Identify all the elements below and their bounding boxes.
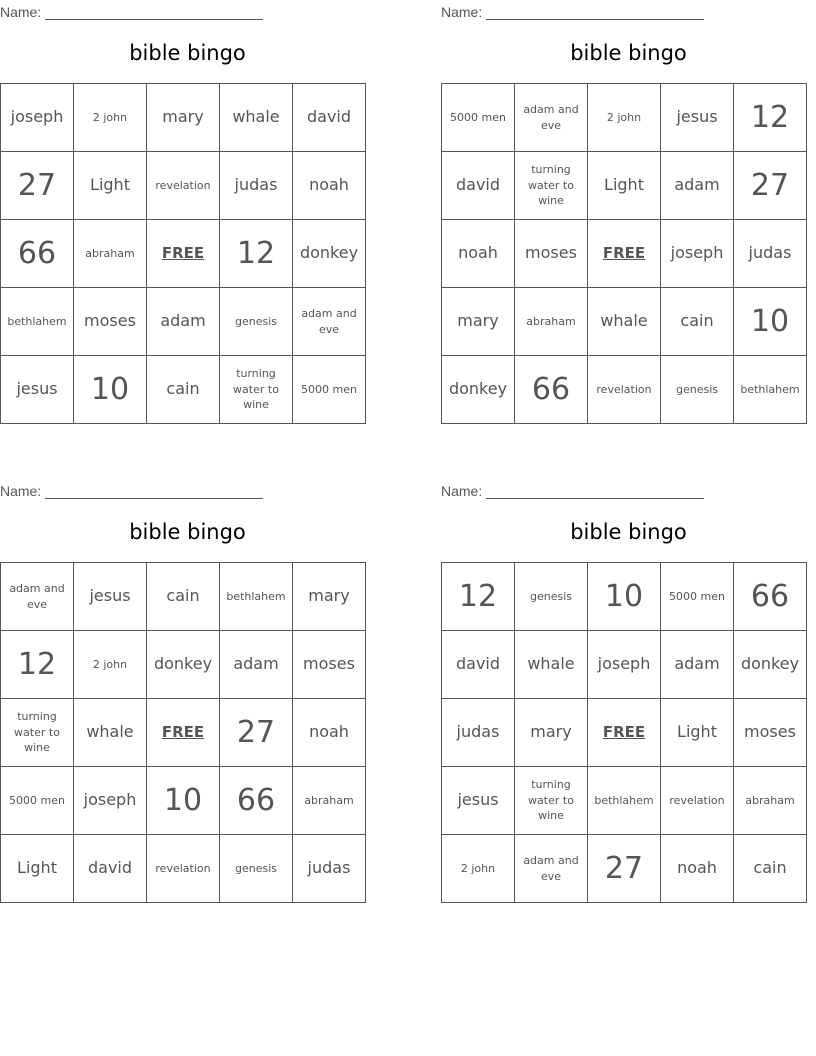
bingo-cell: turning water to wine [220, 356, 293, 424]
bingo-cell: moses [293, 631, 366, 699]
bingo-cell: 10 [588, 563, 661, 631]
bingo-cell: genesis [515, 563, 588, 631]
bingo-grid [441, 562, 807, 903]
bingo-cell: abraham [734, 767, 807, 835]
bingo-cell: jesus [442, 767, 515, 835]
bingo-cell: bethlahem [588, 767, 661, 835]
bingo-row [1, 767, 366, 835]
bingo-cell: 27 [734, 152, 807, 220]
bingo-cell: 27 [588, 835, 661, 903]
bingo-cell: revelation [147, 835, 220, 903]
bingo-cell: noah [661, 835, 734, 903]
bingo-cell: turning water to wine [515, 152, 588, 220]
bingo-cell: adam and eve [293, 288, 366, 356]
bingo-cell: Light [588, 152, 661, 220]
bingo-row [442, 152, 807, 220]
bingo-cell: whale [515, 631, 588, 699]
bingo-cell: 10 [734, 288, 807, 356]
bingo-cell: donkey [734, 631, 807, 699]
bingo-cell: 5000 men [661, 563, 734, 631]
bingo-cell: noah [293, 699, 366, 767]
bingo-cell: 2 john [442, 835, 515, 903]
bingo-row [1, 220, 366, 288]
bingo-cell: abraham [293, 767, 366, 835]
bingo-row [442, 220, 807, 288]
bingo-row [1, 288, 366, 356]
bingo-cell: Light [661, 699, 734, 767]
bingo-row [442, 288, 807, 356]
name-label: Name: [441, 4, 483, 20]
bingo-cell: moses [74, 288, 147, 356]
card-title: bible bingo [129, 41, 246, 65]
bingo-cell: bethlahem [1, 288, 74, 356]
bingo-cell: 27 [1, 152, 74, 220]
bingo-cell: joseph [588, 631, 661, 699]
bingo-cell: mary [293, 563, 366, 631]
name-field [0, 481, 263, 499]
bingo-row [1, 699, 366, 767]
bingo-cell: 2 john [588, 84, 661, 152]
bingo-cell: 66 [515, 356, 588, 424]
bingo-cell: adam [147, 288, 220, 356]
bingo-grid [0, 83, 366, 424]
bingo-cell: cain [661, 288, 734, 356]
name-field [441, 2, 704, 20]
bingo-cell: turning water to wine [515, 767, 588, 835]
bingo-cell: 5000 men [1, 767, 74, 835]
bingo-cell: Light [1, 835, 74, 903]
bingo-card [441, 479, 816, 919]
bingo-cell: whale [220, 84, 293, 152]
bingo-row [442, 563, 807, 631]
bingo-cell: revelation [588, 356, 661, 424]
bingo-cell: whale [74, 699, 147, 767]
bingo-cell: judas [293, 835, 366, 903]
bingo-cell: joseph [1, 84, 74, 152]
bingo-cell: adam [220, 631, 293, 699]
bingo-cell: 2 john [74, 84, 147, 152]
bingo-cell: bethlahem [220, 563, 293, 631]
name-label: Name: [441, 483, 483, 499]
bingo-cell: judas [220, 152, 293, 220]
bingo-row [1, 152, 366, 220]
bingo-row [1, 84, 366, 152]
bingo-cell: 12 [442, 563, 515, 631]
bingo-cell: Light [74, 152, 147, 220]
bingo-row [442, 699, 807, 767]
bingo-row [442, 835, 807, 903]
bingo-cell: joseph [74, 767, 147, 835]
bingo-cell: whale [588, 288, 661, 356]
bingo-cell: david [442, 152, 515, 220]
bingo-cell: mary [515, 699, 588, 767]
bingo-cell: adam [661, 631, 734, 699]
bingo-grid [0, 562, 366, 903]
card-title: bible bingo [570, 520, 687, 544]
bingo-row [1, 631, 366, 699]
bingo-cell: donkey [442, 356, 515, 424]
bingo-cell: turning water to wine [1, 699, 74, 767]
bingo-cell: genesis [661, 356, 734, 424]
bingo-cell: judas [734, 220, 807, 288]
bingo-cell: 2 john [74, 631, 147, 699]
bingo-cell: jesus [661, 84, 734, 152]
bingo-cell: revelation [661, 767, 734, 835]
bingo-cell: jesus [74, 563, 147, 631]
bingo-cell: noah [442, 220, 515, 288]
bingo-cell: david [74, 835, 147, 903]
bingo-row [1, 356, 366, 424]
bingo-row [1, 563, 366, 631]
bingo-cell: mary [442, 288, 515, 356]
bingo-cell: donkey [147, 631, 220, 699]
bingo-cell: adam and eve [515, 835, 588, 903]
bingo-cell: mary [147, 84, 220, 152]
bingo-cell: 5000 men [442, 84, 515, 152]
bingo-cell: abraham [515, 288, 588, 356]
bingo-cell: 66 [220, 767, 293, 835]
bingo-grid [441, 83, 807, 424]
name-field [0, 2, 263, 20]
name-label: Name: [0, 4, 42, 20]
bingo-row [442, 767, 807, 835]
bingo-cell: genesis [220, 835, 293, 903]
bingo-cell: donkey [293, 220, 366, 288]
free-space: FREE [588, 699, 661, 767]
bingo-cell: 10 [147, 767, 220, 835]
bingo-cell: jesus [1, 356, 74, 424]
bingo-cell: bethlahem [734, 356, 807, 424]
name-label: Name: [0, 483, 42, 499]
card-title: bible bingo [570, 41, 687, 65]
bingo-cell: adam and eve [515, 84, 588, 152]
bingo-cell: revelation [147, 152, 220, 220]
bingo-cell: genesis [220, 288, 293, 356]
name-blank-line [45, 484, 263, 499]
name-blank-line [486, 484, 704, 499]
bingo-row [442, 84, 807, 152]
bingo-cell: 12 [1, 631, 74, 699]
bingo-cell: moses [515, 220, 588, 288]
name-blank-line [45, 5, 263, 20]
bingo-row [442, 356, 807, 424]
bingo-cell: 27 [220, 699, 293, 767]
bingo-cell: 66 [1, 220, 74, 288]
bingo-cell: cain [147, 356, 220, 424]
bingo-cell: noah [293, 152, 366, 220]
bingo-cell: moses [734, 699, 807, 767]
bingo-row [1, 835, 366, 903]
bingo-card [0, 479, 375, 919]
bingo-cell: cain [147, 563, 220, 631]
free-space: FREE [147, 699, 220, 767]
free-space: FREE [588, 220, 661, 288]
bingo-cell: 12 [734, 84, 807, 152]
name-blank-line [486, 5, 704, 20]
bingo-card [0, 0, 375, 440]
bingo-card [441, 0, 816, 440]
bingo-cell: david [293, 84, 366, 152]
bingo-cell: 5000 men [293, 356, 366, 424]
card-title: bible bingo [129, 520, 246, 544]
name-field [441, 481, 704, 499]
bingo-row [442, 631, 807, 699]
bingo-cell: 12 [220, 220, 293, 288]
bingo-cell: 66 [734, 563, 807, 631]
bingo-cell: abraham [74, 220, 147, 288]
bingo-cell: judas [442, 699, 515, 767]
bingo-cell: david [442, 631, 515, 699]
bingo-cell: adam and eve [1, 563, 74, 631]
bingo-cell: 10 [74, 356, 147, 424]
bingo-cell: cain [734, 835, 807, 903]
bingo-cell: joseph [661, 220, 734, 288]
bingo-cell: adam [661, 152, 734, 220]
free-space: FREE [147, 220, 220, 288]
